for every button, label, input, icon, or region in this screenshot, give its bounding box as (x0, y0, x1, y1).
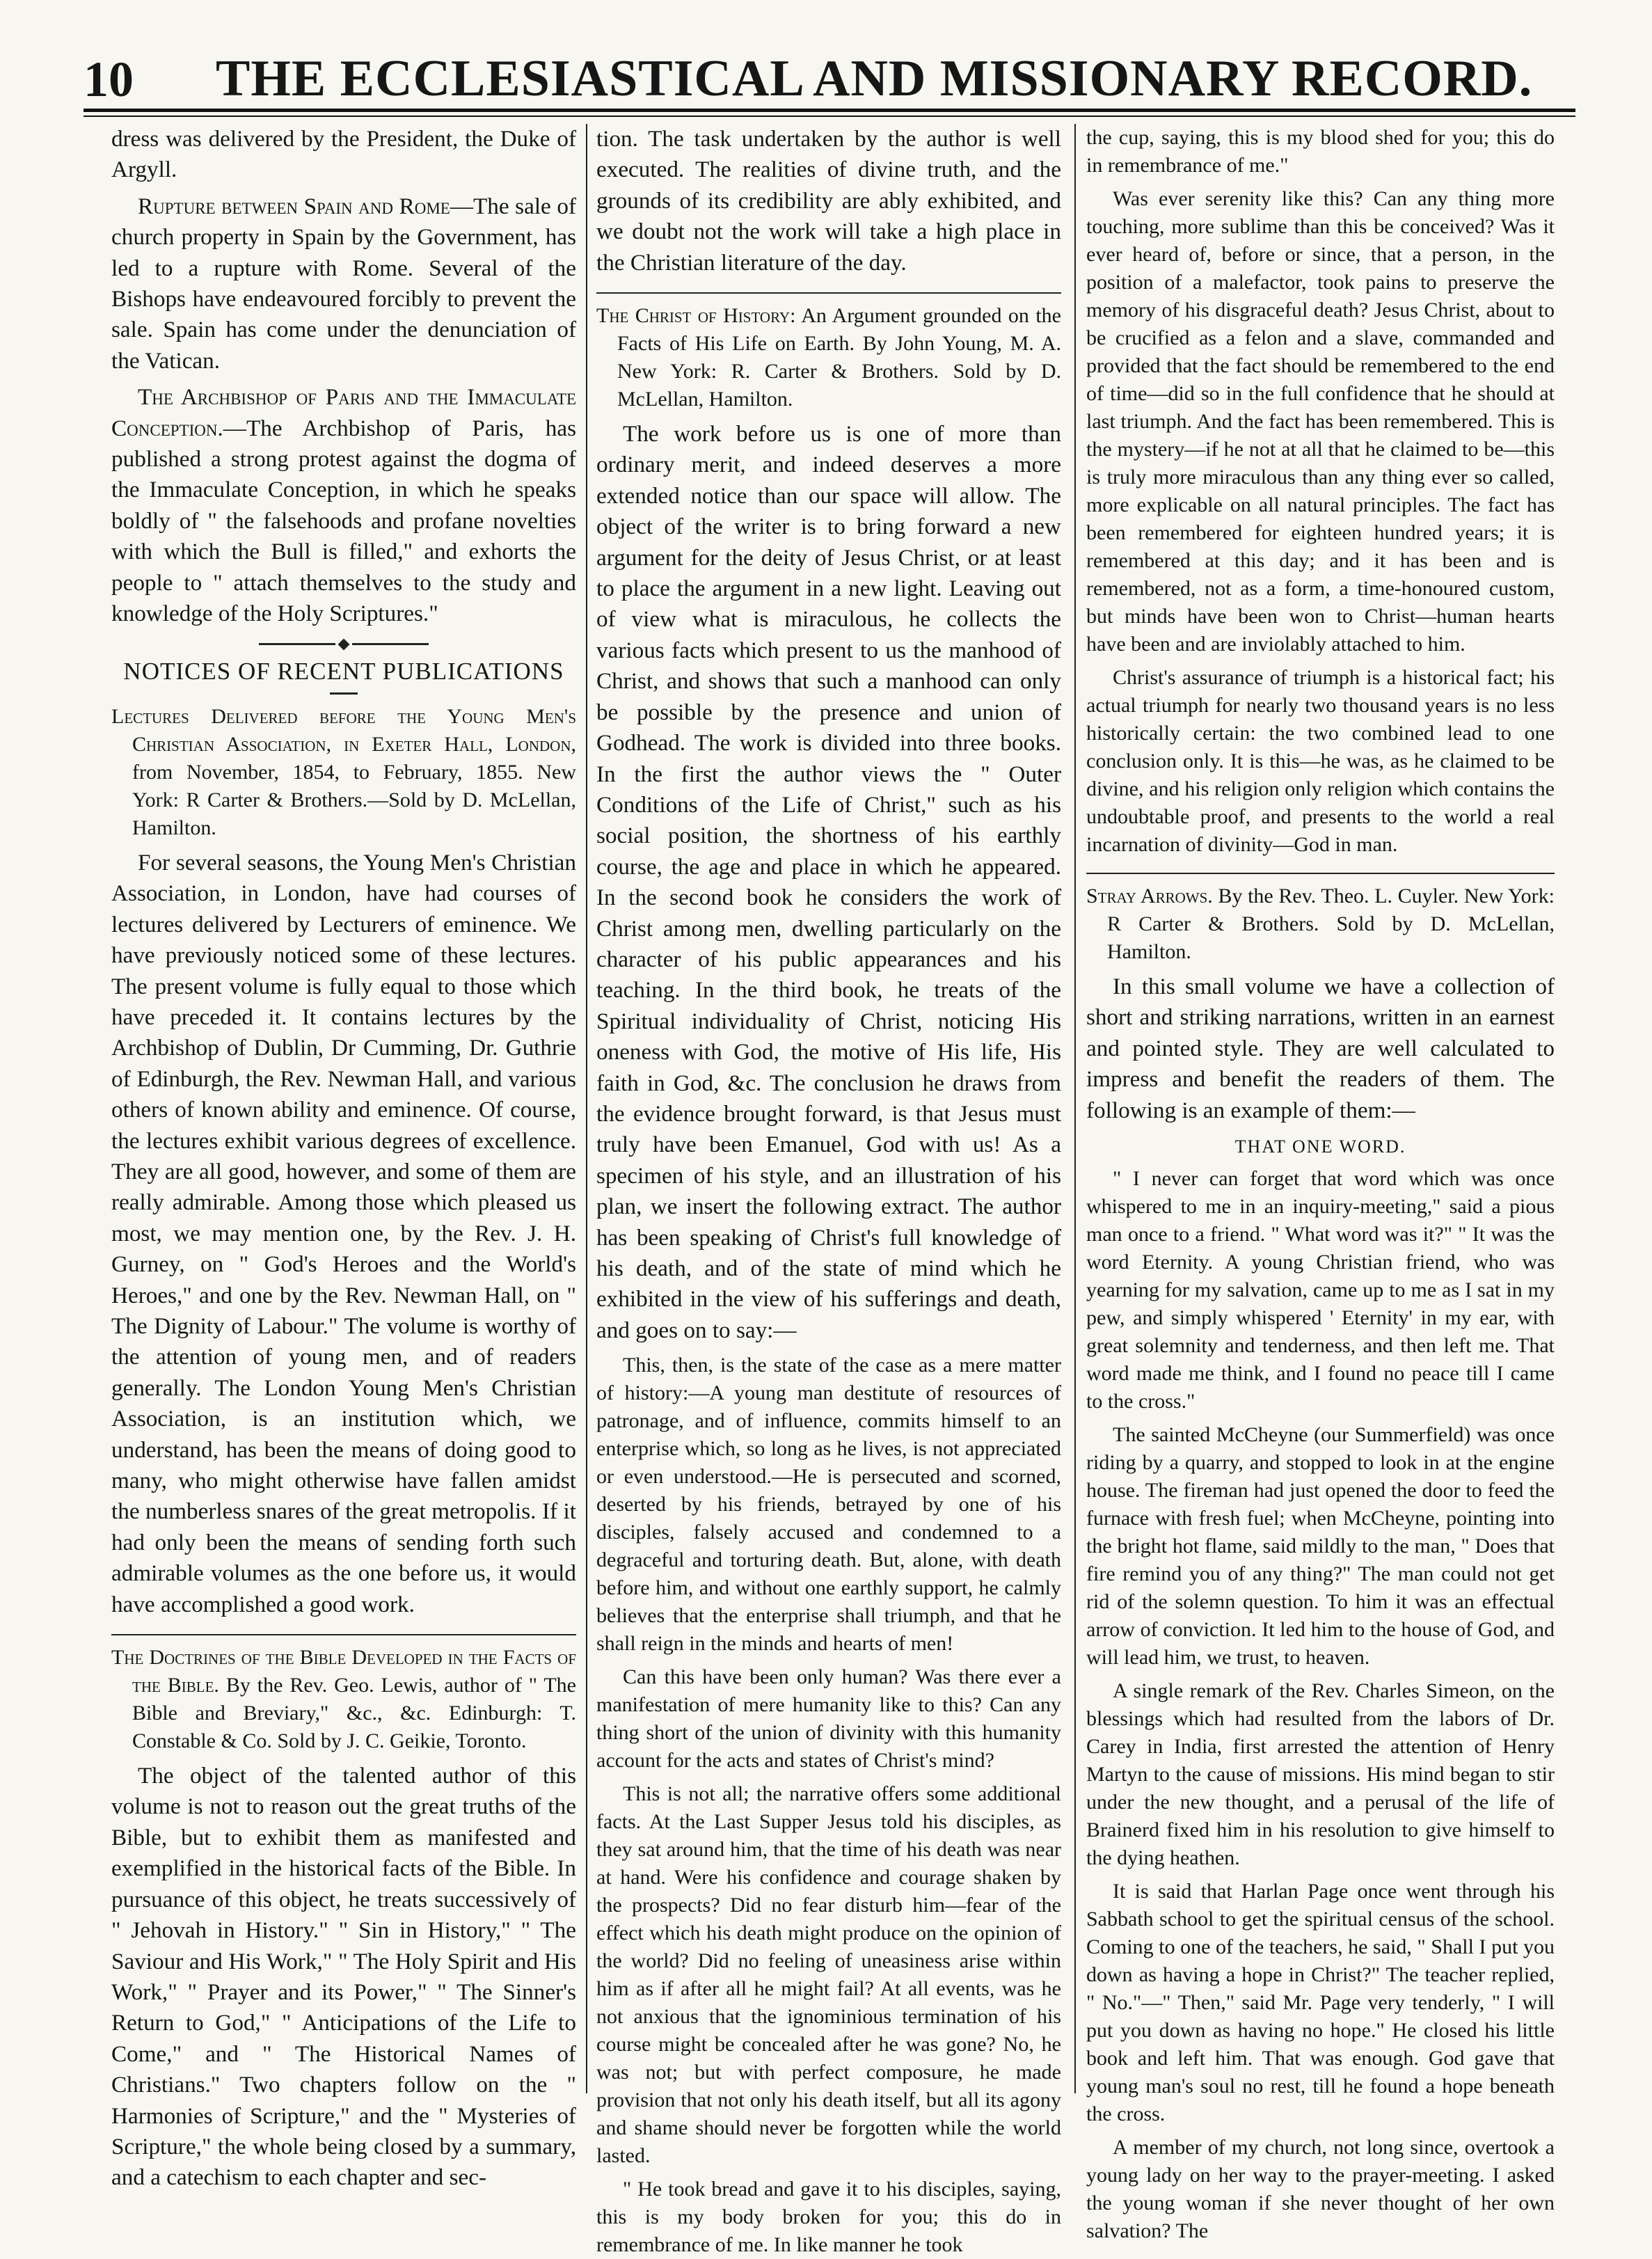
divider-rule (1086, 873, 1555, 874)
header-rule-thick (84, 109, 1575, 112)
book-meta: An Argument grounded on the Facts of His Life on Earth. By John Young, M. A. New York: R. Carter & Brothers. Sold by D. McLellan, Hamilton. (617, 304, 1061, 411)
news-item-paris (111, 382, 576, 629)
news-item-spain (111, 191, 576, 376)
item-heading: Rupture between Spain and Rome (138, 193, 450, 219)
extract-paragraph: " I never can forget that word which was once whispered to me in an inquiry-meeting," said a pious man once to a friend. " What word was it?" " It was the word Eternity. A young Christian friend, who was yearning for my salvation, came up to me as I sat in my pew, and simply whispered ' Eternity' in my ear, with great solemnity and tenderness, and then left me. That word made me think, and I found no peace till I came to the cross." (1086, 1167, 1555, 1413)
extract-paragraph: the cup, saying, this is my blood shed for you; this do in remembrance of me." (1086, 126, 1555, 177)
subheading: THAT ONE WORD. (1234, 1136, 1406, 1157)
short-rule (330, 692, 358, 695)
book-title: Lectures Delivered before the Young Men's Christian Association, in Exeter Hall, London, (111, 704, 576, 756)
column-3 (1086, 124, 1555, 2243)
divider-rule (111, 1634, 576, 1635)
book-meta: from November, 1854, to February, 1855. New York: R Carter & Brothers.—Sold by D. McLellan, Hamilton. (132, 760, 576, 839)
item-body: —The sale of church property in Spain by the Government, has led to a rupture with Rome. Several of the Bishops have endeavoured forcibly to prevent the sale. Spain has come under the denunciation of the Vatican. (111, 193, 576, 374)
review-paragraph: The object of the talented author of this volume is not to reason out the great truths of the Bible, but to exhibit them as manifested and exemplified in the historical facts of the Bible. In pursuance of this object, he treats successively of " Jehovah in History." " Sin in History," " The Saviour and His Work," " The Holy Spirit and His Work," " Prayer and its Power," " The Sinner's Return to God," " Anticipations of the Life to Come," and " The Historical Names of Christians." Two chapters follow on the " Harmonies of Scripture," and the " Mysteries of Scripture," the whole being closed by a summary, and a catechism to each chapter and sec- (111, 1763, 576, 2191)
column-divider-2 (1074, 124, 1076, 2093)
column-2 (596, 124, 1061, 2257)
masthead-title: THE ECCLESIASTICAL AND MISSIONARY RECORD. (216, 50, 1533, 107)
item-heading: The Archbishop of Paris and the Immaculate Conception. (111, 384, 576, 441)
extract-paragraph: The sainted McCheyne (our Summerfield) was once riding by a quarry, and stopped to look in at the engine house. The fireman had just opened the door to feed the furnace with fresh fuel; when McCheyne, pointing into the bright hot flame, said mildly to the man, " Does that fire remind you of any thing?" The man could not get rid of the solemn question. To him it was an effectual arrow of conviction. It led him to the house of God, and will lead him, we trust, to heaven. (1086, 1423, 1555, 1670)
extract-paragraph: It is said that Harlan Page once went through his Sabbath school to get the spiritual census of the school. Coming to one of the teachers, he said, " Shall I put you down as having a hope in Christ?" The teacher replied, " No."—" Then," said Mr. Page very tenderly, " I will put you down as having no hope." He closed his little book and left him. That was enough. God gave that young man's soul no rest, till he found a hope beneath the cross. (1086, 1880, 1555, 2126)
item-body: —The Archbishop of Paris, has published a strong protest against the dogma of the Immaculate Conception, in which he speaks boldly of " the falsehoods and profane novelties with which the Bull is filled," and exhorts the people to " attach themselves to the study and knowledge of the Holy Scriptures." (111, 415, 576, 627)
extract-paragraph: Can this have been only human? Was there ever a manifestation of mere humanity like to this? Can any thing short of the union of divinity with this humanity account for the acts and states of Christ's mind? (596, 1665, 1061, 1773)
extract-paragraph: " He took bread and gave it to his disciples, saying, this is my body broken for you; this do in remembrance of me. In like manner he took (596, 2178, 1061, 2257)
book-citation (596, 302, 1061, 413)
paragraph: dress was delivered by the President, the Duke of Argyll. (111, 126, 576, 183)
ornamental-rule (111, 640, 576, 649)
paragraph: tion. The task undertaken by the author is well executed. The realities of divine truth, and the grounds of its credibility are ably exhibited, and we doubt not the work will take a high place in the Christian literature of the day. (596, 126, 1061, 276)
section-title: NOTICES OF RECENT PUBLICATIONS (123, 657, 564, 685)
book-citation (1086, 882, 1555, 966)
extract-paragraph: Was ever serenity like this? Can any thing more touching, more sublime than this be conceived? Was it ever heard of, before or since, that a person, in the position of a malefactor, took pains to preserve the memory of his disgraceful death? Jesus Christ, about to be crucified as a felon and a slave, commanded and provided that the fact should be remembered to the end of time—did so in the full confidence that he should at last triumph. And the fact has been remembered. This is the mystery—if he not at all that he claimed to be—this is truly more miraculous than any thing ever so called, more explicable on all natural principles. The fact has been remembered for eighteen hundred years; it is remembered at this day; and it has been and is remembered, not as a form, a time-honoured custom, but minds have been won to Christ—human hearts have been and are inviolably attached to him. (1086, 187, 1555, 656)
extract-paragraph: Christ's assurance of triumph is a historical fact; his actual triumph for nearly two thousand years is no less historically certain: the two combined lead to one conclusion only. It is this—he was, as he claimed to be divine, and his religion only religion which contains the undoubtable proof, and presents to the world a real incarnation of divinity—God in man. (1086, 666, 1555, 856)
extract-paragraph: A single remark of the Rev. Charles Simeon, on the blessings which had resulted from the labors of Dr. Carey in India, first arrested the attention of Henry Martyn to the cause of missions. His mind began to stir under the new thought, and a perusal of the life of Brainerd fixed him in his resolution to give himself to the dying heathen. (1086, 1679, 1555, 1870)
book-title: The Doctrines of the Bible Developed in the Facts of the Bible. (111, 1646, 576, 1697)
header-rule-thin (84, 116, 1575, 117)
extract-paragraph: A member of my church, not long since, overtook a young lady on her way to the prayer-meeting. I asked the young woman if she never thought of her own salvation? The (1086, 2136, 1555, 2243)
page-header (84, 40, 1575, 107)
review-paragraph: For several seasons, the Young Men's Christian Association, in London, have had courses of lectures delivered by Lecturers of eminence. We have previously noticed some of these lectures. The present volume is fully equal to those which have preceded it. It contains lectures by the Archbishop of Dublin, Dr Cumming, Dr. Guthrie of Edinburgh, the Rev. Newman Hall, and various others of known ability and eminence. Of course, the lectures exhibit various degrees of excellence. They are all good, however, and some of them are really admirable. Among those which pleased us most, we may mention one, by the Rev. J. H. Gurney, on " God's Heroes and the World's Heroes," and one by the Rev. Newman Hall, on " The Dignity of Labour." The volume is worthy of the attention of young men, and of readers generally. The London Young Men's Christian Association, is an institution which, we understand, has been the means of doing good to many, who might otherwise have fallen amidst the numberless snares of the great metropolis. If it had only been the means of sending forth such admirable volumes as the one before us, it would have accomplished a good work. (111, 849, 576, 1617)
page-number: 10 (84, 51, 134, 107)
extract-paragraph: This, then, is the state of the case as a mere matter of history:—A young man destitute of resources of patronage, and of influence, commits himself to an enterprise which, so long as he lives, is not appreciated or even understood.—He is persecuted and scorned, deserted by his friends, betrayed by one of his disciples, falsely accused and condemned to a degraceful and torturing death. But, alone, with death before him, and without one earthly support, he calmly believes that the enterprise shall triumph, and that he shall reign in the minds and hearts of men! (596, 1354, 1061, 1656)
extract-paragraph: This is not all; the narrative offers some additional facts. At the Last Supper Jesus told his disciples, as they sat around him, that the time of his death was near at hand. Were his confidence and courage shaken by the prospects? Did no fear disturb him—fear of the effect which his death might produce on the opinion of the world? Did no feeling of uneasiness arise within him as if after all he might fail? At all events, was he not anxious that the ignominious termination of his course might be concealed after he was gone? No, he was not; but with perfect composure, he made provision that not only his death itself, but all its agony and shame should never be forgotten while the world lasted. (596, 1782, 1061, 2168)
book-citation (111, 1644, 576, 1755)
review-paragraph: In this small volume we have a collection of short and striking narrations, written in an earnest and pointed style. They are well calculated to impress and benefit the readers of them. The following is an example of them:— (1086, 974, 1555, 1123)
book-meta: By the Rev. Geo. Lewis, author of " The Bible and Breviary," &c., &c. Edinburgh: T. Constable & Co. Sold by J. C. Geikie, Toronto. (132, 1674, 576, 1753)
column-divider-1 (586, 124, 587, 2093)
column-1 (111, 124, 576, 2191)
book-citation (111, 703, 576, 842)
divider-rule (596, 292, 1061, 294)
book-title: Stray Arrows. (1086, 885, 1213, 907)
book-title: The Christ of History: (596, 304, 796, 328)
book-meta: By the Rev. Theo. L. Cuyler. New York: R Carter & Brothers. Sold by D. McLellan, Hamilton. (1107, 885, 1555, 963)
review-paragraph: The work before us is one of more than ordinary merit, and indeed deserves a more extended notice than our space will allow. The object of the writer is to bring forward a new argument for the deity of Jesus Christ, or at least to place the argument in a new light. Leaving out of view what is miraculous, he collects the various facts which present to us the manhood of Christ, and shows that such a manhood can only be possible by the presence and union of Godhead. The work is divided into three books. In the first the author views the " Outer Conditions of the Life of Christ," such as his social position, the shortness of his earthly course, the age and place in which he appeared. In the second book he considers the work of Christ among men, dwelling particularly on the character of his public appearances and his teaching. In the third book, he treats of the Spiritual individuality of Christ, noticing His oneness with God, the motive of His life, His faith in God, &c. The conclusion he draws from the evidence brought forward, is that Jesus must truly have been Emanuel, God with us! As a specimen of his style, and an illustration of his plan, we insert the following extract. The author has been speaking of Christ's full knowledge of his death, and of the state of mind which he exhibited in the view of his sufferings and death, and goes on to say:— (596, 421, 1061, 1343)
